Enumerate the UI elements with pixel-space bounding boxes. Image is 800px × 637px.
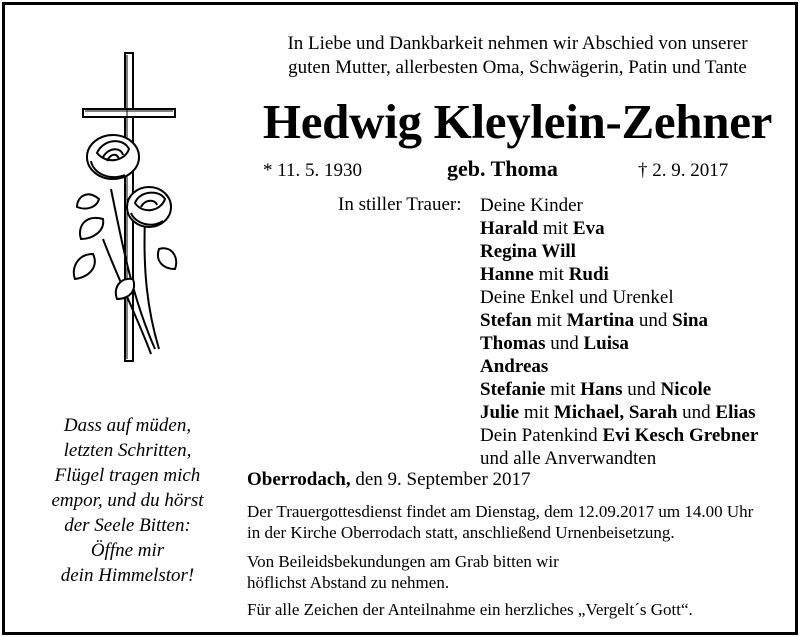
deceased-name: Hedwig Kleylein-Zehner xyxy=(262,94,773,149)
poem-line: Dass auf müden, xyxy=(63,415,192,436)
family-connector: und xyxy=(677,402,716,423)
family-label: Deine Kinder xyxy=(480,195,583,216)
family-name: Sina xyxy=(672,310,709,331)
family-name: Stefan xyxy=(480,310,532,331)
family-label: Deine Enkel und Urenkel xyxy=(480,287,674,308)
poem-line: Öffne mir xyxy=(90,540,165,561)
family-closing: und alle Anverwandten xyxy=(480,448,657,469)
family-list xyxy=(480,194,758,470)
poem-line: der Seele Bitten: xyxy=(64,515,191,536)
family-name: Eva xyxy=(572,218,605,239)
poem-line: Flügel tragen mich xyxy=(54,465,201,486)
poem xyxy=(25,413,230,588)
obituary-notice xyxy=(2,2,798,635)
family-connector: und xyxy=(634,310,673,331)
family-line xyxy=(480,355,758,378)
death-date: † 2. 9. 2017 xyxy=(638,160,729,181)
condolence-line-1: Von Beileidsbekundungen am Grab bitten wir xyxy=(247,552,559,571)
family-connector: mit xyxy=(519,402,554,423)
family-name: Regina Will xyxy=(480,241,576,262)
family-connector: und xyxy=(545,333,584,354)
family-line xyxy=(480,401,758,424)
family-connector: Dein Patenkind xyxy=(480,425,603,446)
thanks-text: Für alle Zeichen der Anteilnahme ein herzliches „Vergelt´s Gott“. xyxy=(247,600,693,619)
family-name: Thomas xyxy=(480,333,546,354)
family-connector: mit xyxy=(531,310,567,331)
family-line xyxy=(480,263,758,286)
family-name: Luisa xyxy=(583,333,629,354)
place-name: Oberrodach, xyxy=(247,469,351,490)
poem-line: empor, und du hörst xyxy=(51,490,204,511)
family-line xyxy=(480,309,758,332)
family-line xyxy=(480,447,758,470)
condolence-info xyxy=(247,551,559,593)
poem-line: dein Himmelstor! xyxy=(60,565,195,586)
family-name: Michael, Sarah xyxy=(553,402,678,423)
intro-text xyxy=(240,32,795,80)
maiden-name: geb. Thoma xyxy=(447,156,558,181)
family-line xyxy=(480,240,758,263)
family-line xyxy=(480,217,758,240)
family-name: Nicole xyxy=(660,379,712,400)
family-name: Stefanie xyxy=(480,379,546,400)
condolence-line-2: höflichst Abstand zu nehmen. xyxy=(247,573,450,592)
place-date xyxy=(247,469,531,491)
service-line-1: Der Trauergottesdienst findet am Dienstag, dem 12.09.2017 um 14.00 Uhr xyxy=(247,502,754,521)
family-name: Julie xyxy=(480,402,520,423)
family-line xyxy=(480,424,758,447)
family-name: Evi Kesch Grebner xyxy=(602,425,759,446)
family-connector: mit xyxy=(538,218,573,239)
family-line xyxy=(480,194,758,217)
family-name: Hanne xyxy=(480,264,534,285)
family-connector: und xyxy=(622,379,661,400)
family-name: Elias xyxy=(715,402,756,423)
family-connector: mit xyxy=(545,379,581,400)
family-name: Hans xyxy=(580,379,623,400)
family-name: Harald xyxy=(480,218,539,239)
service-info xyxy=(247,501,753,543)
service-line-2: in der Kirche Oberrodach statt, anschließend Urnenbeisetzung. xyxy=(247,523,675,542)
intro-line-1: In Liebe und Dankbarkeit nehmen wir Abschied von unserer xyxy=(287,33,748,54)
family-line xyxy=(480,378,758,401)
poem-line: letzten Schritten, xyxy=(63,440,192,461)
mourning-label: In stiller Trauer: xyxy=(338,194,462,215)
family-name: Martina xyxy=(566,310,635,331)
birth-date: * 11. 5. 1930 xyxy=(263,160,363,181)
cross-with-roses-icon xyxy=(63,49,183,369)
family-name: Andreas xyxy=(480,356,549,377)
date-text: den 9. September 2017 xyxy=(350,469,531,490)
family-line xyxy=(480,286,758,309)
family-connector: mit xyxy=(533,264,569,285)
family-name: Rudi xyxy=(568,264,609,285)
family-line xyxy=(480,332,758,355)
intro-line-2: guten Mutter, allerbesten Oma, Schwägerin, Patin und Tante xyxy=(288,57,747,78)
